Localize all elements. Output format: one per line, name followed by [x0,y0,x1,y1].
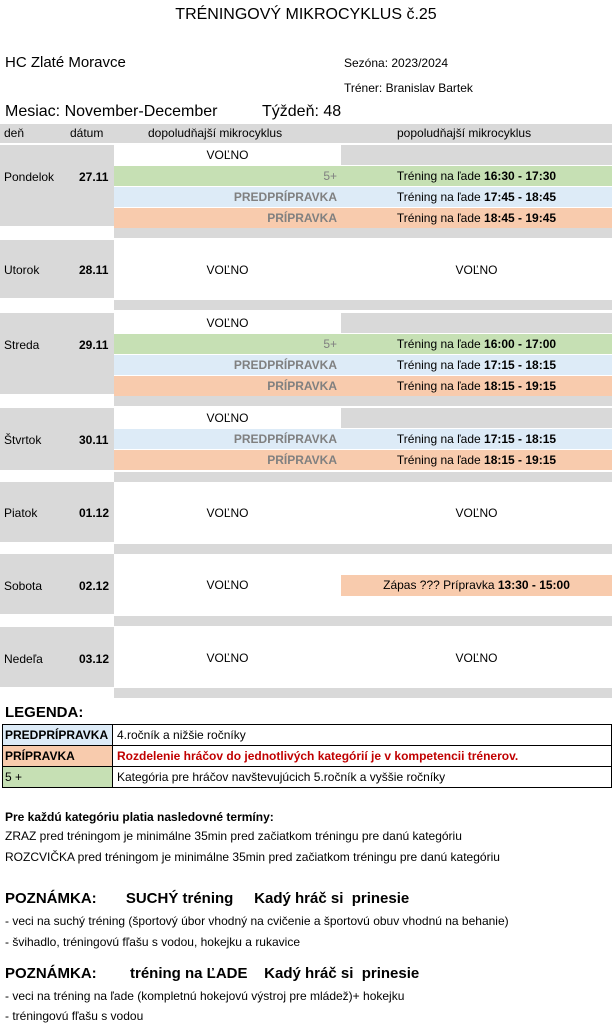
afternoon-free: VOĽNO [455,651,498,665]
training-slot: Tréning na ľade 16:00 - 17:00 [341,334,612,354]
note-line: - švihadlo, tréningovú fľašu s vodou, hokejku a rukavice [5,935,300,949]
day-date: 03.12 [79,652,110,666]
afternoon-free: VOĽNO [455,506,498,520]
training-slot: Tréning na ľade 18:45 - 19:45 [341,208,612,228]
training-slot: Tréning na ľade 17:45 - 18:45 [341,187,612,207]
header-morning: dopoludňajší mikrocyklus [148,126,283,140]
training-slot: Tréning na ľade 18:15 - 19:15 [341,376,612,396]
morning-free: VOĽNO [206,263,249,277]
day-date: 01.12 [79,506,110,520]
season-label: Sezóna: 2023/2024 [344,56,449,70]
note-dry-heading: POZNÁMKA: SUCHÝ tréning Kadý hráč si prinesie [5,890,410,907]
category-5plus: 5+ [114,334,341,354]
category-pripravka: PRÍPRAVKA [114,376,341,396]
separator [114,228,612,238]
day-date: 28.11 [79,263,109,277]
terms-line: ROZCVIČKA pred tréningom je minimálne 35min pred začiatkom tréningu pre danú kategóriu [5,850,500,864]
legend-row [3,746,611,767]
legend-value: Rozdelenie hráčov do jednotlivých kategórií je v kompetencii trénerov. [117,749,519,763]
morning-free: VOĽNO [206,506,249,520]
terms-heading: Pre každú kategóriu platia nasledovné termíny: [5,810,274,824]
category-pripravka: PRÍPRAVKA [114,208,341,228]
week-label: Týždeň: 48 [262,103,342,120]
morning-free: VOĽNO [206,148,249,162]
separator [114,688,612,698]
note-line: - tréningovú fľašu s vodou [5,1009,144,1023]
day-name: Sobota [4,579,43,593]
legend-key: 5 + [3,767,113,787]
coach-label: Tréner: Branislav Bartek [344,81,473,95]
category-predpripravka: PREDPRÍPRAVKA [114,355,341,375]
day-name: Štvrtok [4,433,42,447]
training-slot: Tréning na ľade 17:15 - 18:15 [341,355,612,375]
terms-line: ZRAZ pred tréningom je minimálne 35min pred začiatkom tréningu pre danú kategóriu [5,829,462,843]
day-name: Utorok [4,263,40,277]
legend-key: PRÍPRAVKA [3,746,113,766]
separator [114,472,612,482]
header-day: deň [4,126,25,140]
category-pripravka: PRÍPRAVKA [114,450,341,470]
morning-free: VOĽNO [206,578,249,592]
morning-free: VOĽNO [206,316,249,330]
day-name: Piatok [4,506,38,520]
match-slot: Zápas ??? Prípravka 13:30 - 15:00 [341,575,612,596]
separator [114,396,612,406]
note-ice-heading: POZNÁMKA: tréning na ĽADE Kadý hráč si prinesie [5,965,420,982]
day-name: Nedeľa [4,652,43,666]
afternoon-free: VOĽNO [455,263,498,277]
note-line: - veci na suchý tréning (športový úbor vhodný na cvičenie a športovú obuv vhodnú na behanie) [5,914,509,928]
legend-table [2,724,612,788]
club-name: HC Zlaté Moravce [5,54,126,71]
empty-cell [341,313,612,333]
empty-cell [341,408,612,428]
training-slot: Tréning na ľade 17:15 - 18:15 [341,429,612,449]
month-label: Mesiac: November-December [5,103,218,120]
category-predpripravka: PREDPRÍPRAVKA [114,187,341,207]
legend-value: 4.ročník a nižšie ročníky [117,728,246,742]
legend-key: PREDPRÍPRAVKA [3,725,113,745]
legend-row [3,725,611,746]
empty-cell [341,145,612,165]
page-title: TRÉNINGOVÝ MIKROCYKLUS č.25 [175,6,437,23]
note-line: - veci na tréning na ľade (kompletnú hokejovú výstroj pre mládež)+ hokejku [5,989,405,1003]
category-predpripravka: PREDPRÍPRAVKA [114,429,341,449]
separator [114,616,612,626]
separator [114,300,612,310]
separator [114,544,612,554]
day-date: 02.12 [79,579,110,593]
table-header [0,124,612,143]
day-cell-wednesday [0,313,114,394]
legend-value: Kategória pre hráčov navštevujúcich 5.ročník a vyššie ročníky [117,770,446,784]
training-slot: Tréning na ľade 16:30 - 17:30 [341,166,612,186]
morning-free: VOĽNO [206,651,249,665]
day-cell-monday [0,145,114,226]
day-name: Streda [4,338,40,352]
category-5plus: 5+ [114,166,341,186]
day-date: 29.11 [79,338,109,352]
day-date: 27.11 [79,170,109,184]
day-name: Pondelok [4,170,55,184]
training-slot: Tréning na ľade 18:15 - 19:15 [341,450,612,470]
day-date: 30.11 [79,433,109,447]
morning-free: VOĽNO [206,411,249,425]
legend-title: LEGENDA: [5,704,84,721]
legend-row [3,767,611,787]
header-afternoon: popoludňajší mikrocyklus [397,126,532,140]
header-date: dátum [70,126,104,140]
